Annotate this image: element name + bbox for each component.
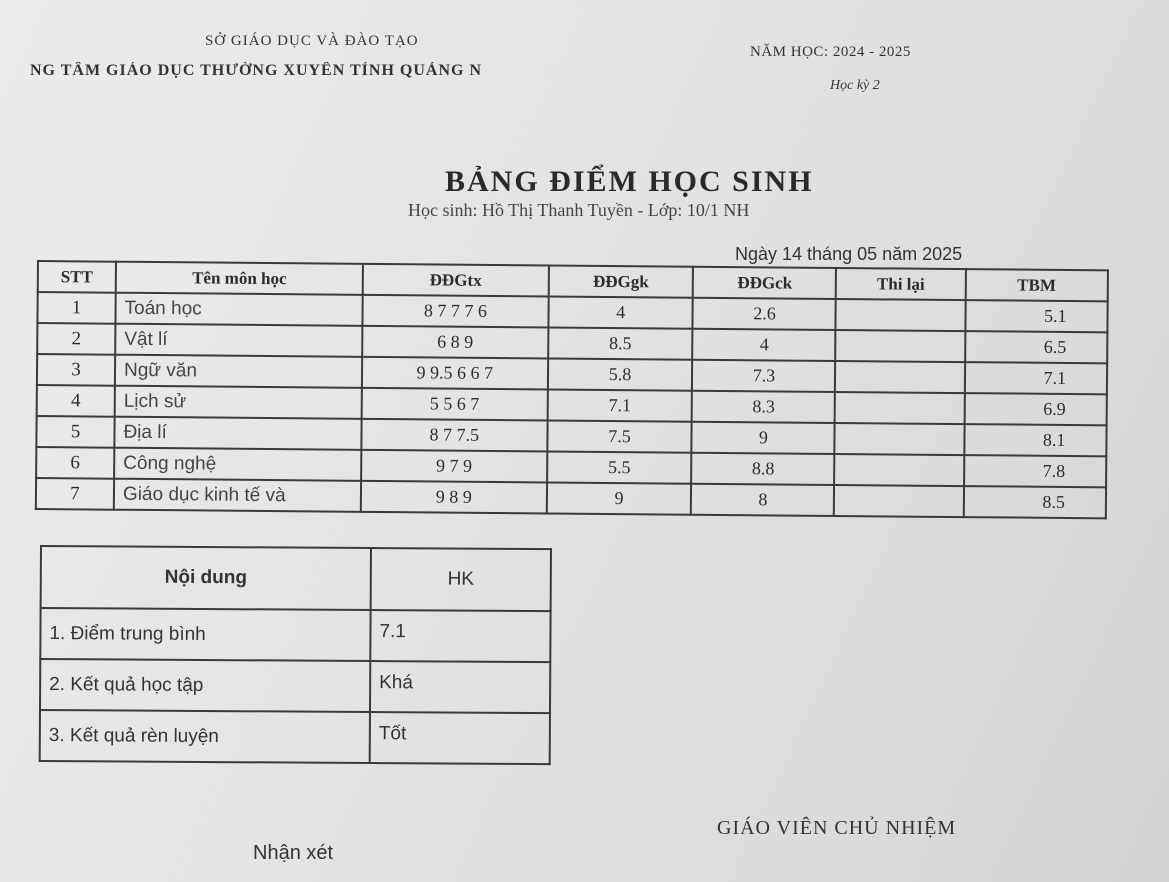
center-name: NG TÂM GIÁO DỤC THƯỜNG XUYÊN TỈNH QUẢNG N bbox=[30, 62, 482, 79]
row-subject: Giáo dục kinh tế và bbox=[114, 479, 361, 512]
row-subject: Vật lí bbox=[115, 324, 362, 357]
row-gk: 4 bbox=[548, 296, 693, 328]
row-retake bbox=[835, 392, 964, 424]
department-name: SỞ GIÁO DỤC VÀ ĐÀO TẠO bbox=[205, 33, 419, 49]
summary-label: 1. Điểm trung bình bbox=[40, 608, 370, 661]
student-info: Học sinh: Hồ Thị Thanh Tuyền - Lớp: 10/1 NH bbox=[408, 200, 750, 220]
row-gk: 5.5 bbox=[547, 451, 692, 483]
summary-label: 3. Kết quả rèn luyện bbox=[40, 710, 370, 763]
semester: Học kỳ 2 bbox=[830, 78, 880, 93]
row-retake bbox=[836, 299, 965, 331]
row-stt: 4 bbox=[37, 385, 115, 417]
row-retake bbox=[835, 423, 964, 455]
summary-table bbox=[39, 545, 552, 765]
row-tbm: 7.1 bbox=[964, 362, 1107, 394]
row-ck: 2.6 bbox=[693, 298, 836, 330]
row-retake bbox=[834, 485, 963, 517]
row-tbm: 5.1 bbox=[965, 300, 1108, 332]
row-stt: 2 bbox=[37, 323, 115, 355]
col-retake: Thi lại bbox=[836, 268, 965, 300]
row-retake bbox=[835, 454, 964, 486]
summary-row bbox=[40, 659, 550, 713]
row-tx: 9 8 9 bbox=[361, 481, 547, 514]
row-stt: 6 bbox=[36, 447, 114, 479]
row-tx: 5 5 6 7 bbox=[362, 388, 548, 421]
row-tbm: 7.8 bbox=[964, 455, 1107, 487]
row-ck: 8 bbox=[691, 484, 834, 516]
row-ck: 9 bbox=[692, 422, 835, 454]
row-tx: 8 7 7 7 6 bbox=[362, 295, 548, 328]
col-tbm: TBM bbox=[965, 269, 1108, 301]
row-tbm: 6.9 bbox=[964, 393, 1107, 425]
summary-value: Khá bbox=[370, 661, 550, 713]
summary-row bbox=[40, 608, 550, 662]
summary-value: 7.1 bbox=[370, 610, 550, 662]
row-tx: 9 7 9 bbox=[361, 450, 547, 483]
grades-table bbox=[35, 260, 1109, 519]
summary-row bbox=[40, 710, 550, 764]
row-ck: 7.3 bbox=[692, 360, 835, 392]
row-stt: 7 bbox=[36, 478, 114, 510]
row-subject: Ngữ văn bbox=[115, 355, 362, 388]
summary-header-row bbox=[41, 546, 551, 611]
row-subject: Công nghệ bbox=[114, 448, 361, 481]
row-gk: 5.8 bbox=[548, 358, 693, 390]
row-subject: Toán học bbox=[115, 293, 362, 326]
col-tx: ĐĐGtx bbox=[363, 264, 549, 297]
row-tx: 9 9.5 6 6 7 bbox=[362, 357, 548, 390]
row-tbm: 8.5 bbox=[963, 486, 1106, 518]
school-year: NĂM HỌC: 2024 - 2025 bbox=[750, 44, 911, 60]
summary-col-content: Nội dung bbox=[41, 546, 371, 610]
homeroom-teacher-label: GIÁO VIÊN CHỦ NHIỆM bbox=[717, 817, 957, 839]
row-tbm: 6.5 bbox=[965, 331, 1108, 363]
row-tbm: 8.1 bbox=[964, 424, 1107, 456]
summary-col-hk: HK bbox=[371, 548, 551, 611]
row-ck: 8.8 bbox=[692, 453, 835, 485]
row-gk: 9 bbox=[546, 482, 691, 514]
row-subject: Địa lí bbox=[114, 417, 361, 450]
col-stt: STT bbox=[38, 261, 116, 293]
col-subject: Tên môn học bbox=[116, 262, 363, 295]
row-stt: 3 bbox=[37, 354, 115, 386]
row-gk: 7.5 bbox=[547, 420, 692, 452]
row-stt: 5 bbox=[36, 416, 114, 448]
row-ck: 4 bbox=[693, 329, 836, 361]
row-gk: 8.5 bbox=[548, 327, 693, 359]
report-title: BẢNG ĐIỂM HỌC SINH bbox=[445, 165, 814, 198]
row-retake bbox=[836, 330, 965, 362]
comment-label: Nhận xét bbox=[253, 842, 334, 864]
col-gk: ĐĐGgk bbox=[548, 265, 693, 297]
row-gk: 7.1 bbox=[547, 389, 692, 421]
report-date: Ngày 14 tháng 05 năm 2025 bbox=[735, 244, 963, 264]
row-ck: 8.3 bbox=[692, 391, 835, 423]
summary-label: 2. Kết quả học tập bbox=[40, 659, 370, 712]
row-tx: 6 8 9 bbox=[362, 326, 548, 359]
row-stt: 1 bbox=[37, 292, 115, 324]
row-retake bbox=[835, 361, 964, 393]
summary-value: Tốt bbox=[370, 712, 550, 764]
row-tx: 8 7 7.5 bbox=[361, 419, 547, 452]
col-ck: ĐĐGck bbox=[693, 267, 836, 299]
row-subject: Lịch sử bbox=[115, 386, 362, 419]
